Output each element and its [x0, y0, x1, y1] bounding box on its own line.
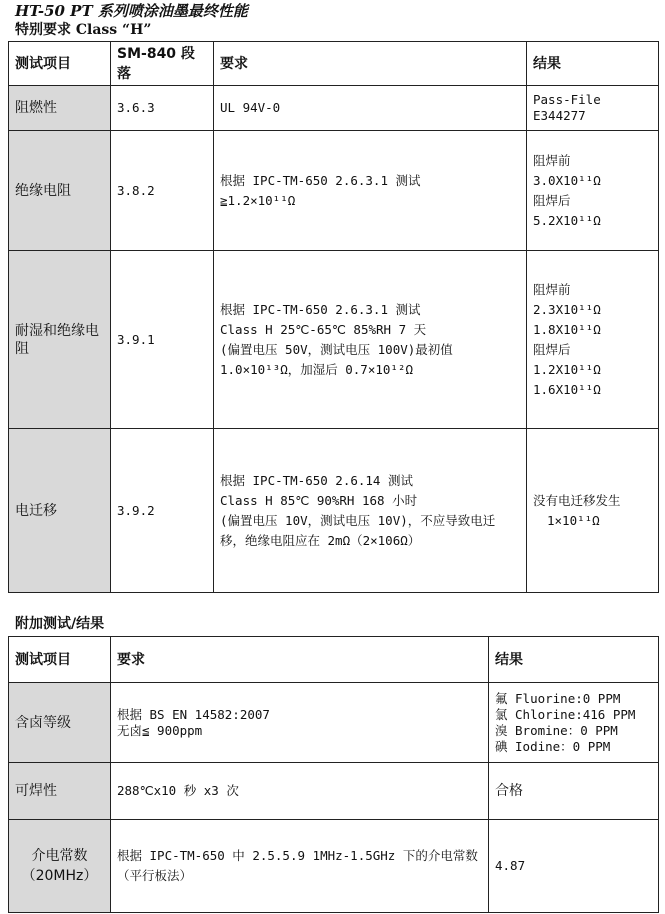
requirement-cell [111, 820, 489, 913]
requirement-cell [214, 429, 527, 593]
result-cell [489, 820, 659, 913]
requirement-line: 根据 IPC-TM-650 2.6.3.1 测试 [220, 172, 421, 188]
requirement-line: UL 94V-0 [220, 100, 281, 115]
test-item-cell: 阻燃性 [9, 86, 111, 131]
test-item-cell: 绝缘电阻 [9, 131, 111, 251]
column-header: 要求 [111, 637, 489, 683]
test-item-line: 可焊性 [15, 783, 57, 799]
requirement-line: 1.0×10¹³Ω，加湿后 0.7×10¹²Ω [220, 361, 413, 377]
result-line: 3.0X10¹¹Ω [533, 172, 601, 188]
result-line: Pass-File [533, 92, 601, 107]
result-cell [489, 683, 659, 763]
section-title-additional-tests: 附加测试/结果 [15, 616, 105, 632]
requirement-cell [111, 763, 489, 820]
test-item-line: 介电常数 [31, 848, 88, 864]
result-cell [527, 251, 659, 429]
table-row [9, 251, 659, 429]
requirement-line: 288℃x10 秒 x3 次 [117, 783, 239, 798]
column-header: 要求 [214, 42, 527, 86]
table-row [9, 131, 659, 251]
result-line: 溴 Bromine：0 PPM [495, 722, 618, 738]
requirement-line: Class H 25℃-65℃ 85%RH 7 天 [220, 321, 427, 337]
table-header-row [9, 42, 659, 86]
result-line: 氟 Fluorine:0 PPM [495, 690, 621, 706]
test-item-cell [9, 683, 111, 763]
test-item-cell [9, 820, 111, 913]
clause-cell: 3.9.1 [111, 251, 214, 429]
result-line: 1.6X10¹¹Ω [533, 381, 601, 397]
clause-cell: 3.8.2 [111, 131, 214, 251]
document-title: HT-50 PT 系列喷涂油墨最终性能 [15, 2, 248, 20]
requirement-cell [214, 251, 527, 429]
table-row [9, 429, 659, 593]
clause-cell: 3.9.2 [111, 429, 214, 593]
result-cell [489, 763, 659, 820]
requirement-line: 无卤≦ 900ppm [117, 722, 203, 738]
test-item-cell [9, 763, 111, 820]
requirement-line: ≧1.2×10¹¹Ω [220, 192, 296, 208]
column-header: 结果 [489, 637, 659, 683]
table-row [9, 683, 659, 763]
section-title-class-h: 特别要求 Class “H” [15, 22, 152, 38]
result-line: 阻焊后 [533, 192, 571, 208]
result-line: 阻焊前 [533, 152, 571, 168]
requirement-cell [111, 683, 489, 763]
requirement-line: 根据 IPC-TM-650 2.6.14 测试 [220, 472, 413, 488]
result-line: 碘 Iodine：0 PPM [495, 738, 611, 754]
requirement-line: 根据 IPC-TM-650 中 2.5.5.9 1MHz-1.5GHz 下的介电常数（平行板法） [117, 848, 478, 883]
result-line: E344277 [533, 108, 586, 123]
requirement-line: 根据 IPC-TM-650 2.6.3.1 测试 [220, 301, 421, 317]
test-item-line: （20MHz） [21, 868, 98, 884]
result-line: 1.2X10¹¹Ω [533, 361, 601, 377]
result-line: 1.8X10¹¹Ω [533, 321, 601, 337]
result-line: 4.87 [495, 858, 526, 873]
requirement-line: 根据 BS EN 14582:2007 [117, 706, 270, 722]
test-item-cell: 电迁移 [9, 429, 111, 593]
result-line: 合格 [495, 783, 523, 799]
result-line: 没有电迁移发生 [533, 492, 621, 508]
table-header-row [9, 637, 659, 683]
result-line: 5.2X10¹¹Ω [533, 212, 601, 228]
requirement-cell [214, 86, 527, 131]
result-cell [527, 429, 659, 593]
table-row [9, 820, 659, 913]
class-h-requirements-table [8, 41, 659, 593]
requirement-cell [214, 131, 527, 251]
result-line: 2.3X10¹¹Ω [533, 301, 601, 317]
column-header: 测试项目 [9, 42, 111, 86]
additional-tests-table [8, 636, 659, 913]
requirement-line: Class H 85℃ 90%RH 168 小时 [220, 492, 418, 508]
result-line: 1×10¹¹Ω [547, 512, 600, 528]
result-line: 氯 Chlorine:416 PPM [495, 706, 636, 722]
result-line: 阻焊后 [533, 341, 571, 357]
result-cell [527, 86, 659, 131]
column-header: 结果 [527, 42, 659, 86]
requirement-line: (偏置电压 10V，测试电压 10V)，不应导致电迁移，绝缘电阻应在 2mΩ（2×106Ω） [220, 512, 496, 548]
result-line: 阻焊前 [533, 281, 571, 297]
test-item-line: 含卤等级 [15, 714, 71, 731]
column-header: SM-840 段落 [111, 42, 214, 86]
result-cell [527, 131, 659, 251]
test-item-cell: 耐湿和绝缘电阻 [9, 251, 111, 429]
table-row [9, 763, 659, 820]
requirement-line: (偏置电压 50V，测试电压 100V)最初值 [220, 341, 453, 357]
clause-cell: 3.6.3 [111, 86, 214, 131]
table-row [9, 86, 659, 131]
column-header: 测试项目 [9, 637, 111, 683]
